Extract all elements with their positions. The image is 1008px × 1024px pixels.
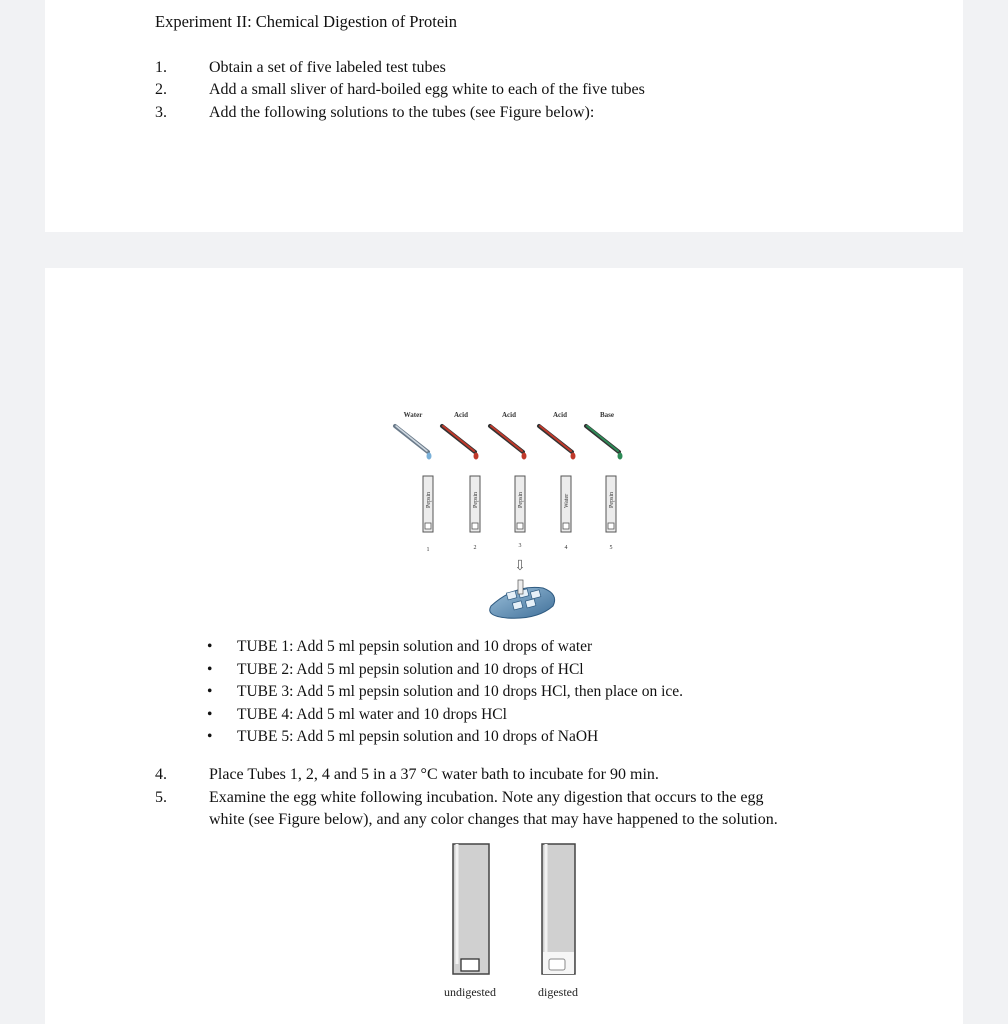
water-dropper-icon [395, 426, 432, 460]
list-item-text: TUBE 3: Add 5 ml pepsin solution and 10 drops HCl, then place on ice. [237, 683, 684, 700]
digestion-figure [45, 838, 963, 1024]
test-tube-3 [515, 476, 525, 532]
list-item-text: TUBE 1: Add 5 ml pepsin solution and 10 drops of water [237, 638, 593, 655]
bullet-icon: • [207, 683, 213, 700]
document-page-2 [45, 268, 963, 1024]
tube-number: 3 [518, 543, 522, 549]
tube-number: 2 [473, 545, 477, 551]
list-item-text: TUBE 5: Add 5 ml pepsin solution and 10 drops of NaOH [237, 728, 599, 745]
dropper-label: Acid [553, 411, 567, 419]
tube-label: Pepsin [473, 491, 479, 508]
tube-label: Pepsin [609, 491, 615, 508]
test-tube-2 [470, 476, 480, 532]
tube-number: 4 [564, 545, 568, 551]
document-page-1 [45, 0, 963, 232]
list-item-text: TUBE 2: Add 5 ml pepsin solution and 10 drops of HCl [237, 660, 584, 678]
step-number: 3. [155, 104, 167, 121]
step-text: Place Tubes 1, 2, 4 and 5 in a 37 °C water bath to incubate for 90 min. [209, 766, 659, 783]
step-text: Add the following solutions to the tubes (see Figure below): [209, 104, 595, 121]
step-text: Add a small sliver of hard-boiled egg white to each of the five tubes [209, 81, 645, 98]
tube-number: 5 [609, 545, 613, 551]
step-text: white (see Figure below), and any color changes that may have happened to the solution. [209, 811, 778, 828]
bullet-icon: • [207, 660, 213, 678]
list-item-text: TUBE 4: Add 5 ml water and 10 drops HCl [237, 705, 507, 723]
dropper-label: Water [403, 411, 423, 419]
step-number: 5. [155, 789, 167, 806]
digested-label: digested [538, 985, 578, 999]
experiment-title: Experiment II: Chemical Digestion of Protein [155, 12, 457, 31]
step-number: 2. [155, 81, 167, 98]
dropper-label: Acid [454, 411, 468, 419]
undigested-tube-icon [453, 844, 489, 974]
dropper-label: Base [600, 411, 614, 419]
step-text: Examine the egg white following incubation. Note any digestion that occurs to the egg [209, 789, 764, 806]
tube-number: 1 [426, 547, 430, 553]
test-tube-figure [45, 268, 963, 638]
acid-dropper-icon [442, 426, 479, 460]
step-number: 4. [155, 766, 167, 783]
dropper-label: Acid [502, 411, 516, 419]
test-tube-1 [423, 476, 433, 532]
tube-label: Water [564, 493, 570, 508]
tube-label: Pepsin [518, 491, 524, 508]
ice-tray-icon [490, 580, 555, 618]
undigested-label: undigested [444, 985, 496, 999]
step-text: Obtain a set of five labeled test tubes [209, 59, 446, 76]
step-number: 1. [155, 59, 167, 76]
bullet-icon: • [207, 728, 213, 745]
digested-tube-icon [542, 844, 575, 974]
tube-label: Pepsin [426, 491, 432, 508]
acid-dropper-icon [490, 426, 527, 460]
bullet-icon: • [207, 705, 213, 723]
test-tube-4 [561, 476, 571, 532]
test-tube-5 [606, 476, 616, 532]
down-arrow-icon: ⇩ [514, 559, 526, 574]
acid-dropper-icon [539, 426, 576, 460]
bullet-icon: • [207, 638, 213, 655]
base-dropper-icon [586, 426, 623, 460]
